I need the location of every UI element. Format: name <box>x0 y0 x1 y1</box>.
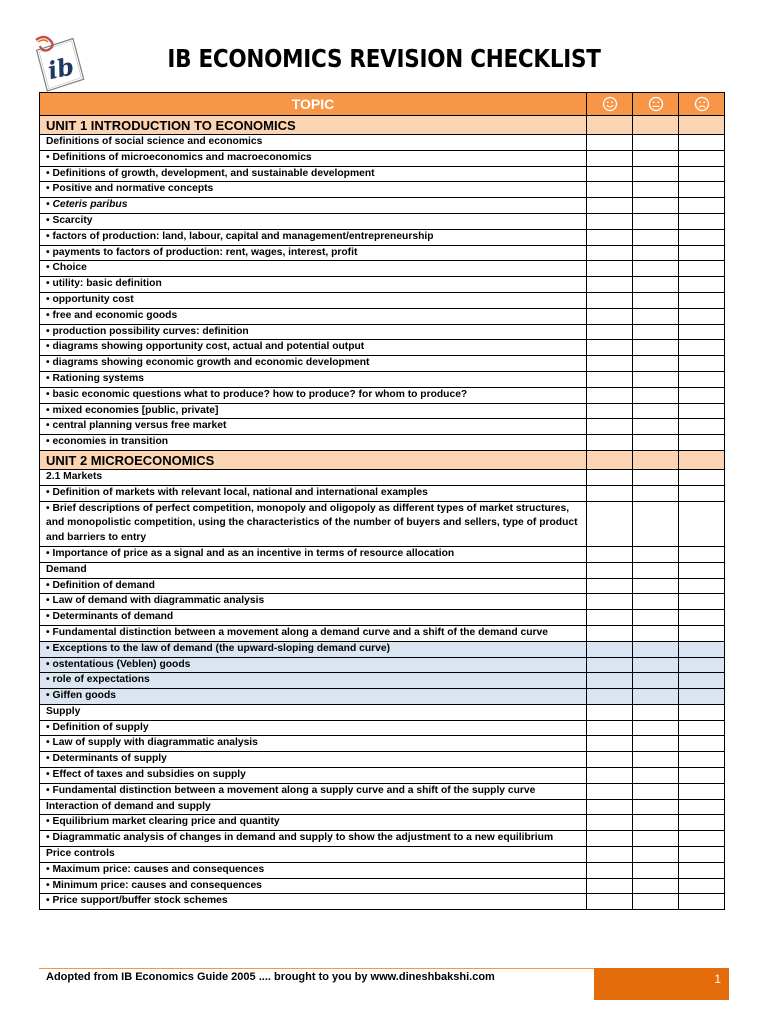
page-number: 1 <box>594 968 729 1000</box>
checklist-row <box>40 469 725 485</box>
confident-checkbox-cell <box>587 116 633 135</box>
confident-checkbox-cell[interactable] <box>587 324 633 340</box>
not-confident-checkbox-cell[interactable] <box>679 501 725 546</box>
confident-checkbox-cell[interactable] <box>587 768 633 784</box>
unsure-checkbox-cell[interactable] <box>633 625 679 641</box>
topic-item: • Definition of markets with relevant local, national and international examples <box>40 485 587 501</box>
topic-item: • Exceptions to the law of demand (the upward-sloping demand curve) <box>40 641 587 657</box>
checklist-row <box>40 862 725 878</box>
confident-checkbox-cell[interactable] <box>587 166 633 182</box>
not-confident-checkbox-cell[interactable] <box>679 324 725 340</box>
topic-item: • diagrams showing opportunity cost, actual and potential output <box>40 340 587 356</box>
unsure-checkbox-cell[interactable] <box>633 150 679 166</box>
confident-checkbox-cell[interactable] <box>587 736 633 752</box>
not-confident-checkbox-cell[interactable] <box>679 419 725 435</box>
checklist-row <box>40 673 725 689</box>
unsure-checkbox-cell[interactable] <box>633 673 679 689</box>
confident-checkbox-cell[interactable] <box>587 213 633 229</box>
unsure-checkbox-cell[interactable] <box>633 847 679 863</box>
not-confident-checkbox-cell[interactable] <box>679 878 725 894</box>
confident-checkbox-cell[interactable] <box>587 641 633 657</box>
confident-checkbox-cell[interactable] <box>587 387 633 403</box>
topic-item: • Definition of supply <box>40 720 587 736</box>
topic-item: • Diagrammatic analysis of changes in demand and supply to show the adjustment to a new equilibrium <box>40 831 587 847</box>
unsure-checkbox-cell[interactable] <box>633 419 679 435</box>
unsure-checkbox-cell <box>633 116 679 135</box>
not-confident-checkbox-cell[interactable] <box>679 150 725 166</box>
confident-checkbox-cell[interactable] <box>587 435 633 451</box>
unsure-checkbox-cell[interactable] <box>633 594 679 610</box>
confident-checkbox-cell[interactable] <box>587 182 633 198</box>
not-confident-checkbox-cell <box>679 450 725 469</box>
checklist-row <box>40 641 725 657</box>
topic-item: • mixed economies [public, private] <box>40 403 587 419</box>
confident-checkbox-cell[interactable] <box>587 245 633 261</box>
checklist-row <box>40 847 725 863</box>
confident-checkbox-cell[interactable] <box>587 308 633 324</box>
not-confident-checkbox-cell[interactable] <box>679 245 725 261</box>
not-confident-checkbox-cell[interactable] <box>679 135 725 151</box>
not-confident-checkbox-cell[interactable] <box>679 799 725 815</box>
confident-checkbox-cell[interactable] <box>587 340 633 356</box>
confident-checkbox-cell[interactable] <box>587 783 633 799</box>
topic-item: Supply <box>40 704 587 720</box>
topic-item: • free and economic goods <box>40 308 587 324</box>
checklist-row <box>40 720 725 736</box>
confident-checkbox-cell[interactable] <box>587 799 633 815</box>
not-confident-checkbox-cell[interactable] <box>679 594 725 610</box>
unit-heading: UNIT 1 INTRODUCTION TO ECONOMICS <box>40 116 587 135</box>
topic-item: • diagrams showing economic growth and economic development <box>40 356 587 372</box>
confident-checkbox-cell[interactable] <box>587 704 633 720</box>
confident-checkbox-cell[interactable] <box>587 419 633 435</box>
checklist-row <box>40 878 725 894</box>
not-confident-checkbox-cell[interactable] <box>679 435 725 451</box>
topic-item: • Definition of demand <box>40 578 587 594</box>
checklist-row <box>40 198 725 214</box>
unsure-checkbox-cell[interactable] <box>633 213 679 229</box>
confident-checkbox-cell[interactable] <box>587 689 633 705</box>
confident-checkbox-cell[interactable] <box>587 501 633 546</box>
unsure-checkbox-cell[interactable] <box>633 485 679 501</box>
unsure-checkbox-cell[interactable] <box>633 245 679 261</box>
topic-item: • Definitions of microeconomics and macroeconomics <box>40 150 587 166</box>
confident-checkbox-cell[interactable] <box>587 356 633 372</box>
confident-checkbox-cell[interactable] <box>587 815 633 831</box>
not-confident-checkbox-cell[interactable] <box>679 213 725 229</box>
unsure-checkbox-cell[interactable] <box>633 387 679 403</box>
not-confident-checkbox-cell[interactable] <box>679 292 725 308</box>
checklist-row <box>40 625 725 641</box>
not-confident-checkbox-cell[interactable] <box>679 182 725 198</box>
not-confident-checkbox-cell[interactable] <box>679 815 725 831</box>
not-confident-checkbox-cell[interactable] <box>679 198 725 214</box>
topic-item: • Definitions of growth, development, and sustainable development <box>40 166 587 182</box>
unsure-checkbox-cell[interactable] <box>633 894 679 910</box>
checklist-row <box>40 356 725 372</box>
confident-checkbox-cell[interactable] <box>587 847 633 863</box>
not-confident-checkbox-cell[interactable] <box>679 546 725 562</box>
topic-item: • Choice <box>40 261 587 277</box>
checklist-row <box>40 371 725 387</box>
topic-item: • factors of production: land, labour, capital and management/entrepreneurship <box>40 229 587 245</box>
not-confident-checkbox-cell[interactable] <box>679 469 725 485</box>
checklist-row <box>40 261 725 277</box>
not-confident-column-header <box>679 93 725 116</box>
confident-checkbox-cell[interactable] <box>587 135 633 151</box>
topic-item: 2.1 Markets <box>40 469 587 485</box>
confident-checkbox-cell[interactable] <box>587 403 633 419</box>
confident-checkbox-cell[interactable] <box>587 894 633 910</box>
unsure-checkbox-cell[interactable] <box>633 657 679 673</box>
topic-item: • Giffen goods <box>40 689 587 705</box>
not-confident-checkbox-cell[interactable] <box>679 862 725 878</box>
checklist-row <box>40 501 725 546</box>
not-confident-checkbox-cell[interactable] <box>679 625 725 641</box>
topic-item: • utility: basic definition <box>40 277 587 293</box>
confident-checkbox-cell[interactable] <box>587 831 633 847</box>
unsure-checkbox-cell[interactable] <box>633 356 679 372</box>
topic-header: TOPIC <box>40 93 587 116</box>
checklist-row <box>40 783 725 799</box>
not-confident-checkbox-cell[interactable] <box>679 277 725 293</box>
unsure-checkbox-cell[interactable] <box>633 182 679 198</box>
not-confident-checkbox-cell[interactable] <box>679 847 725 863</box>
sad-face-icon <box>694 96 710 112</box>
checklist-row <box>40 213 725 229</box>
checklist-row <box>40 546 725 562</box>
unsure-checkbox-cell[interactable] <box>633 831 679 847</box>
checklist-row <box>40 594 725 610</box>
checklist-row <box>40 324 725 340</box>
confident-checkbox-cell[interactable] <box>587 673 633 689</box>
confident-checkbox-cell[interactable] <box>587 277 633 293</box>
confident-checkbox-cell[interactable] <box>587 150 633 166</box>
checklist-row <box>40 166 725 182</box>
confident-checkbox-cell <box>587 450 633 469</box>
not-confident-checkbox-cell[interactable] <box>679 371 725 387</box>
confident-checkbox-cell[interactable] <box>587 578 633 594</box>
checklist-row <box>40 340 725 356</box>
smiley-face-icon <box>602 96 618 112</box>
checklist-row <box>40 578 725 594</box>
unsure-column-header <box>633 93 679 116</box>
unsure-checkbox-cell[interactable] <box>633 403 679 419</box>
unit-heading: UNIT 2 MICROECONOMICS <box>40 450 587 469</box>
unsure-checkbox-cell[interactable] <box>633 324 679 340</box>
checklist-row <box>40 831 725 847</box>
checklist-row <box>40 799 725 815</box>
not-confident-checkbox-cell[interactable] <box>679 562 725 578</box>
not-confident-checkbox-cell[interactable] <box>679 831 725 847</box>
confident-checkbox-cell[interactable] <box>587 546 633 562</box>
not-confident-checkbox-cell[interactable] <box>679 704 725 720</box>
not-confident-checkbox-cell[interactable] <box>679 578 725 594</box>
topic-item: • opportunity cost <box>40 292 587 308</box>
checklist-row <box>40 657 725 673</box>
checklist-row <box>40 245 725 261</box>
logo-text: ib <box>45 51 77 86</box>
checklist-row <box>40 689 725 705</box>
topic-item: • basic economic questions what to produce? how to produce? for whom to produce? <box>40 387 587 403</box>
checklist-row <box>40 610 725 626</box>
unsure-checkbox-cell[interactable] <box>633 229 679 245</box>
unsure-checkbox-cell[interactable] <box>633 198 679 214</box>
topic-item: • Maximum price: causes and consequences <box>40 862 587 878</box>
topic-item: • Rationing systems <box>40 371 587 387</box>
confident-checkbox-cell[interactable] <box>587 292 633 308</box>
topic-item: • Brief descriptions of perfect competition, monopoly and oligopoly as different types of market structures, and monopolistic competition, using the characteristics of the number of buyers and sellers, type of product and barriers to entry <box>40 501 587 546</box>
checklist-row <box>40 387 725 403</box>
confident-checkbox-cell[interactable] <box>587 594 633 610</box>
unsure-checkbox-cell[interactable] <box>633 768 679 784</box>
checklist-row <box>40 135 725 151</box>
checklist-row <box>40 562 725 578</box>
not-confident-checkbox-cell[interactable] <box>679 752 725 768</box>
confident-checkbox-cell[interactable] <box>587 198 633 214</box>
unsure-checkbox-cell[interactable] <box>633 783 679 799</box>
confident-checkbox-cell[interactable] <box>587 862 633 878</box>
unsure-checkbox-cell <box>633 450 679 469</box>
not-confident-checkbox-cell[interactable] <box>679 229 725 245</box>
unsure-checkbox-cell[interactable] <box>633 641 679 657</box>
unsure-checkbox-cell[interactable] <box>633 501 679 546</box>
confident-checkbox-cell[interactable] <box>587 720 633 736</box>
topic-item: • role of expectations <box>40 673 587 689</box>
topic-item: • Determinants of demand <box>40 610 587 626</box>
confident-checkbox-cell[interactable] <box>587 261 633 277</box>
confident-checkbox-cell[interactable] <box>587 625 633 641</box>
not-confident-checkbox-cell[interactable] <box>679 387 725 403</box>
topic-item: Demand <box>40 562 587 578</box>
unsure-checkbox-cell[interactable] <box>633 610 679 626</box>
not-confident-checkbox-cell[interactable] <box>679 261 725 277</box>
confident-checkbox-cell[interactable] <box>587 878 633 894</box>
confident-checkbox-cell[interactable] <box>587 752 633 768</box>
unsure-checkbox-cell[interactable] <box>633 562 679 578</box>
topic-item: • ostentatious (Veblen) goods <box>40 657 587 673</box>
topic-item: • Determinants of supply <box>40 752 587 768</box>
not-confident-checkbox-cell[interactable] <box>679 610 725 626</box>
topic-item: • Fundamental distinction between a movement along a demand curve and a shift of the demand curve <box>40 625 587 641</box>
unsure-checkbox-cell[interactable] <box>633 546 679 562</box>
topic-item: • payments to factors of production: rent, wages, interest, profit <box>40 245 587 261</box>
confident-checkbox-cell[interactable] <box>587 469 633 485</box>
confident-checkbox-cell[interactable] <box>587 229 633 245</box>
confident-checkbox-cell[interactable] <box>587 657 633 673</box>
not-confident-checkbox-cell[interactable] <box>679 768 725 784</box>
checklist-row <box>40 752 725 768</box>
unsure-checkbox-cell[interactable] <box>633 261 679 277</box>
checklist-row <box>40 894 725 910</box>
topic-item: • Effect of taxes and subsidies on supply <box>40 768 587 784</box>
checklist-row <box>40 435 725 451</box>
unsure-checkbox-cell[interactable] <box>633 469 679 485</box>
unsure-checkbox-cell[interactable] <box>633 799 679 815</box>
topic-item: • Minimum price: causes and consequences <box>40 878 587 894</box>
not-confident-checkbox-cell[interactable] <box>679 736 725 752</box>
checklist-row <box>40 704 725 720</box>
unsure-checkbox-cell[interactable] <box>633 815 679 831</box>
unsure-checkbox-cell[interactable] <box>633 340 679 356</box>
unit-heading-row <box>40 116 725 135</box>
checklist-row <box>40 419 725 435</box>
checklist-row <box>40 308 725 324</box>
topic-item: • central planning versus free market <box>40 419 587 435</box>
neutral-face-icon <box>648 96 664 112</box>
topic-item: Definitions of social science and economics <box>40 135 587 151</box>
topic-item: • Importance of price as a signal and as an incentive in terms of resource allocation <box>40 546 587 562</box>
unsure-checkbox-cell[interactable] <box>633 371 679 387</box>
topic-item: • Price support/buffer stock schemes <box>40 894 587 910</box>
not-confident-checkbox-cell <box>679 116 725 135</box>
unsure-checkbox-cell[interactable] <box>633 704 679 720</box>
confident-checkbox-cell[interactable] <box>587 610 633 626</box>
unsure-checkbox-cell[interactable] <box>633 736 679 752</box>
unsure-checkbox-cell[interactable] <box>633 862 679 878</box>
not-confident-checkbox-cell[interactable] <box>679 403 725 419</box>
unsure-checkbox-cell[interactable] <box>633 578 679 594</box>
unsure-checkbox-cell[interactable] <box>633 689 679 705</box>
topic-item: Price controls <box>40 847 587 863</box>
unsure-checkbox-cell[interactable] <box>633 166 679 182</box>
checklist-row <box>40 277 725 293</box>
unsure-checkbox-cell[interactable] <box>633 720 679 736</box>
not-confident-checkbox-cell[interactable] <box>679 783 725 799</box>
checklist-row <box>40 403 725 419</box>
topic-item: • economies in transition <box>40 435 587 451</box>
not-confident-checkbox-cell[interactable] <box>679 689 725 705</box>
checklist-row <box>40 292 725 308</box>
topic-item: • Law of demand with diagrammatic analysis <box>40 594 587 610</box>
not-confident-checkbox-cell[interactable] <box>679 340 725 356</box>
unsure-checkbox-cell[interactable] <box>633 135 679 151</box>
unsure-checkbox-cell[interactable] <box>633 435 679 451</box>
checklist-row <box>40 768 725 784</box>
unsure-checkbox-cell[interactable] <box>633 292 679 308</box>
topic-item: • Scarcity <box>40 213 587 229</box>
footer-text: Adopted from IB Economics Guide 2005 .... brought to you by www.dineshbakshi.com <box>46 971 495 983</box>
confident-checkbox-cell[interactable] <box>587 485 633 501</box>
not-confident-checkbox-cell[interactable] <box>679 894 725 910</box>
topic-item: Interaction of demand and supply <box>40 799 587 815</box>
not-confident-checkbox-cell[interactable] <box>679 673 725 689</box>
confident-checkbox-cell[interactable] <box>587 371 633 387</box>
unsure-checkbox-cell[interactable] <box>633 878 679 894</box>
confident-column-header <box>587 93 633 116</box>
not-confident-checkbox-cell[interactable] <box>679 720 725 736</box>
topic-item: • production possibility curves: definition <box>40 324 587 340</box>
topic-item: • Fundamental distinction between a movement along a supply curve and a shift of the supply curve <box>40 783 587 799</box>
not-confident-checkbox-cell[interactable] <box>679 485 725 501</box>
topic-item: • Ceteris paribus <box>40 198 587 214</box>
checklist-row <box>40 182 725 198</box>
unsure-checkbox-cell[interactable] <box>633 308 679 324</box>
topic-item: • Positive and normative concepts <box>40 182 587 198</box>
not-confident-checkbox-cell[interactable] <box>679 641 725 657</box>
unit-heading-row <box>40 450 725 469</box>
checklist-row <box>40 736 725 752</box>
not-confident-checkbox-cell[interactable] <box>679 356 725 372</box>
checklist-row <box>40 485 725 501</box>
unsure-checkbox-cell[interactable] <box>633 277 679 293</box>
not-confident-checkbox-cell[interactable] <box>679 166 725 182</box>
unsure-checkbox-cell[interactable] <box>633 752 679 768</box>
checklist-row <box>40 150 725 166</box>
not-confident-checkbox-cell[interactable] <box>679 308 725 324</box>
topic-item: • Law of supply with diagrammatic analysis <box>40 736 587 752</box>
checklist-row <box>40 229 725 245</box>
checklist-row <box>40 815 725 831</box>
not-confident-checkbox-cell[interactable] <box>679 657 725 673</box>
confident-checkbox-cell[interactable] <box>587 562 633 578</box>
topic-item: • Equilibrium market clearing price and quantity <box>40 815 587 831</box>
checklist-table <box>39 92 725 910</box>
page-title: IB ECONOMICS REVISION CHECKLIST <box>167 44 601 73</box>
